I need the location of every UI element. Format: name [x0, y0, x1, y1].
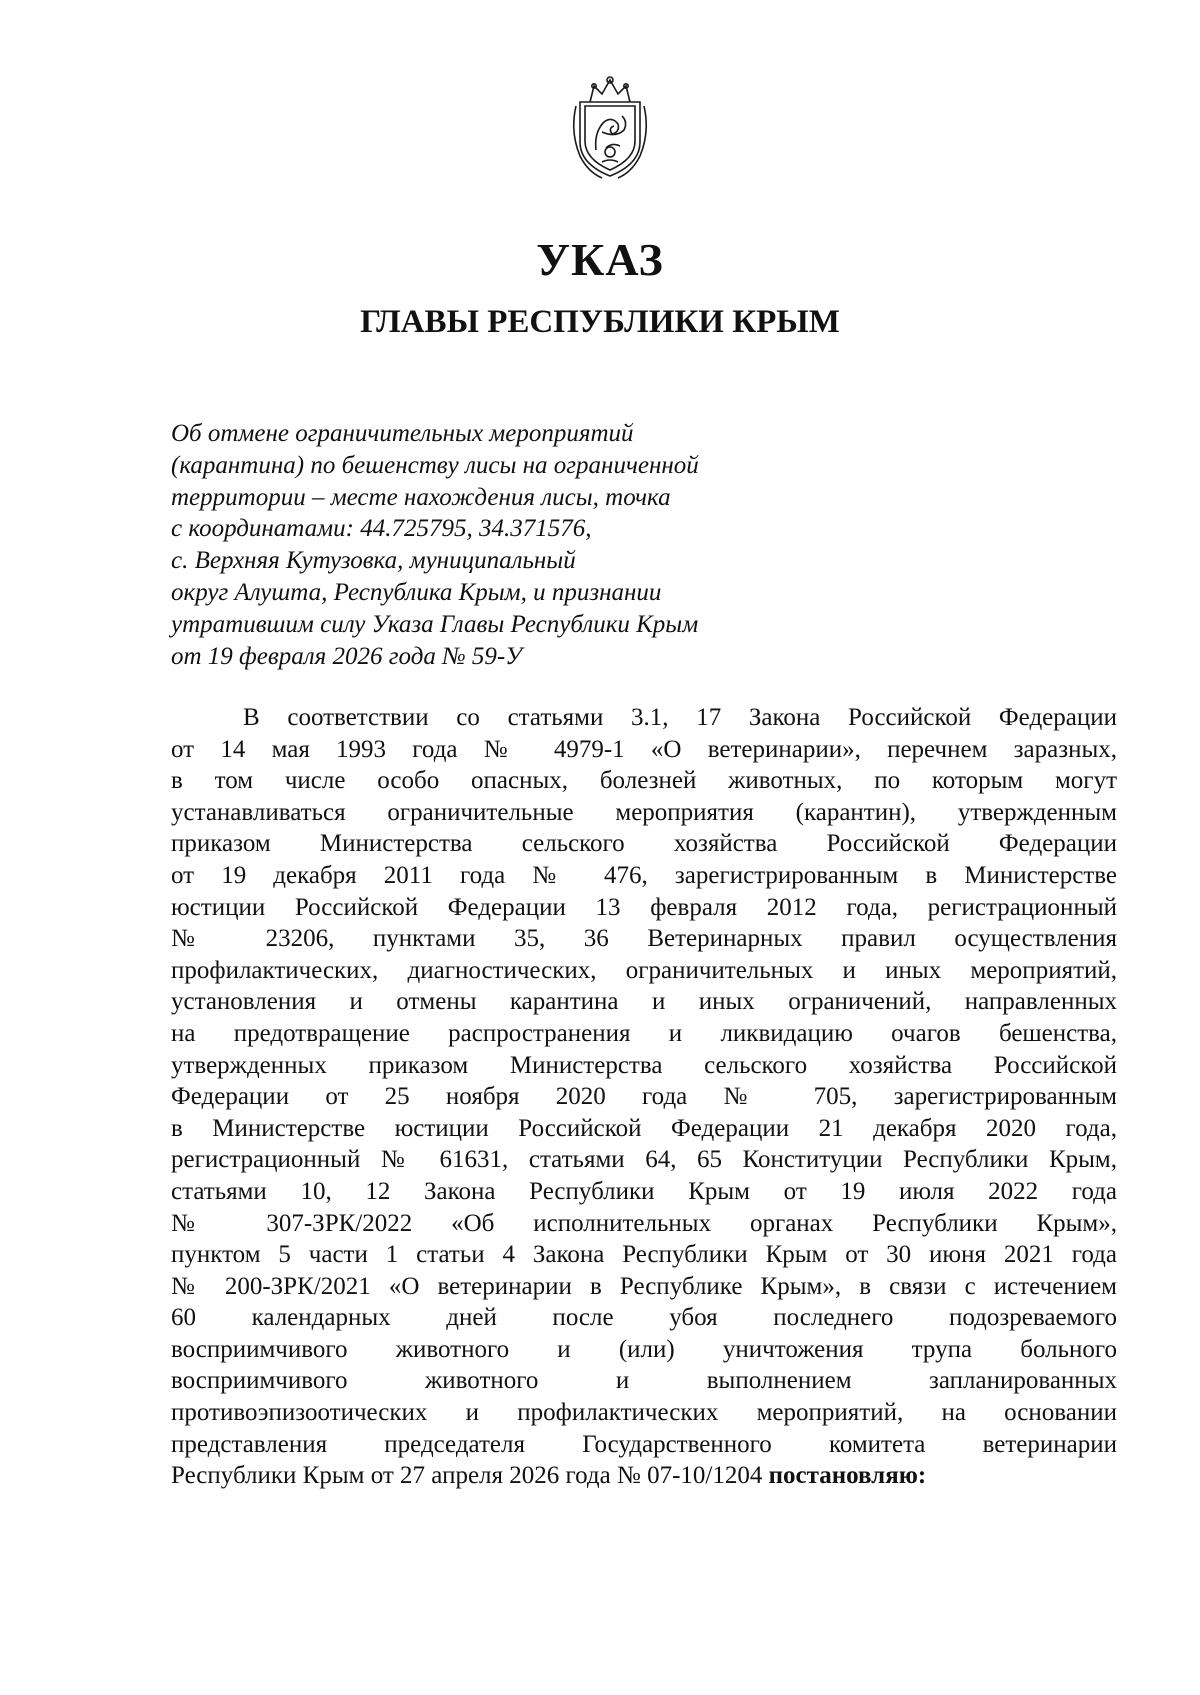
- body-line: в Министерстве юстиции Российской Федерации 21 декабря 2020 года,: [171, 1114, 1117, 1142]
- body-line: в том числе особо опасных, болезней животных, по которым могут: [171, 767, 1117, 795]
- body-line: статьями 10, 12 Закона Республики Крым от 19 июля 2022 года: [171, 1177, 1117, 1205]
- subject-line: с координатами: 44.725795, 34.371576,: [171, 515, 592, 543]
- subject-line: территории – месте нахождения лисы, точка: [171, 483, 671, 511]
- body-line: пунктом 5 части 1 статьи 4 Закона Республики Крым от 30 июня 2021 года: [171, 1241, 1117, 1269]
- subject-line: (карантина) по бешенству лисы на ограниченной: [171, 451, 699, 479]
- body-line: № 307-ЗРК/2022 «Об исполнительных органах Республики Крым»,: [171, 1209, 1117, 1237]
- subject-line: округ Алушта, Республика Крым, и признании: [171, 578, 662, 606]
- document-body: [171, 702, 1117, 1492]
- body-line: восприимчивого животного и выполнением запланированных: [171, 1367, 1117, 1395]
- body-last-line: [171, 1460, 1117, 1492]
- body-line: на предотвращение распространения и ликвидацию очагов бешенства,: [171, 1019, 1117, 1047]
- crimea-coat-of-arms-icon: [572, 72, 648, 182]
- subject-line: Об отмене ограничительных мероприятий: [171, 420, 634, 447]
- body-line: устанавливаться ограничительные мероприятия (карантин), утвержденным: [171, 798, 1117, 826]
- body-line: № 200-ЗРК/2021 «О ветеринарии в Республике Крым», в связи с истечением: [171, 1272, 1117, 1300]
- body-line: № 23206, пунктами 35, 36 Ветеринарных правил осуществления: [171, 925, 1117, 953]
- document-subtitle: ГЛАВЫ РЕСПУБЛИКИ КРЫМ: [360, 304, 840, 340]
- body-line: установления и отмены карантина и иных ограничений, направленных: [171, 988, 1117, 1016]
- resolution-keyword: постановляю:: [768, 1462, 927, 1490]
- document-title: УКАЗ: [536, 234, 664, 285]
- body-line: от 19 декабря 2011 года № 476, зарегистрированным в Министерстве: [171, 861, 1117, 889]
- body-line: юстиции Российской Федерации 13 февраля 2012 года, регистрационный: [171, 893, 1117, 921]
- body-line: противоэпизоотических и профилактических мероприятий, на основании: [171, 1399, 1117, 1427]
- document-subject: [171, 418, 791, 672]
- body-last-line-text: Республики Крым от 27 апреля 2026 года № 07-10/1204: [171, 1462, 769, 1490]
- subject-line: от 19 февраля 2026 года № 59-У: [171, 642, 523, 670]
- body-line: приказом Министерства сельского хозяйства Российской Федерации: [171, 830, 1117, 858]
- body-line: 60 календарных дней после убоя последнего подозреваемого: [171, 1304, 1117, 1332]
- subject-line: с. Верхняя Кутузовка, муниципальный: [171, 547, 576, 575]
- body-line: утвержденных приказом Министерства сельского хозяйства Российской: [171, 1051, 1117, 1079]
- body-line: от 14 мая 1993 года № 4979-1 «О ветеринарии», перечнем заразных,: [171, 735, 1117, 763]
- body-line: В соответствии со статьями 3.1, 17 Закона Российской Федерации: [243, 704, 1117, 731]
- body-line: регистрационный № 61631, статьями 64, 65 Конституции Республики Крым,: [171, 1146, 1117, 1174]
- body-line: восприимчивого животного и (или) уничтожения трупа больного: [171, 1335, 1117, 1363]
- body-line: представления председателя Государственного комитета ветеринарии: [171, 1430, 1117, 1458]
- subject-line: утратившим силу Указа Главы Республики Крым: [171, 610, 699, 638]
- body-line: Федерации от 25 ноября 2020 года № 705, зарегистрированным: [171, 1083, 1117, 1111]
- body-line: профилактических, диагностических, ограничительных и иных мероприятий,: [171, 956, 1117, 984]
